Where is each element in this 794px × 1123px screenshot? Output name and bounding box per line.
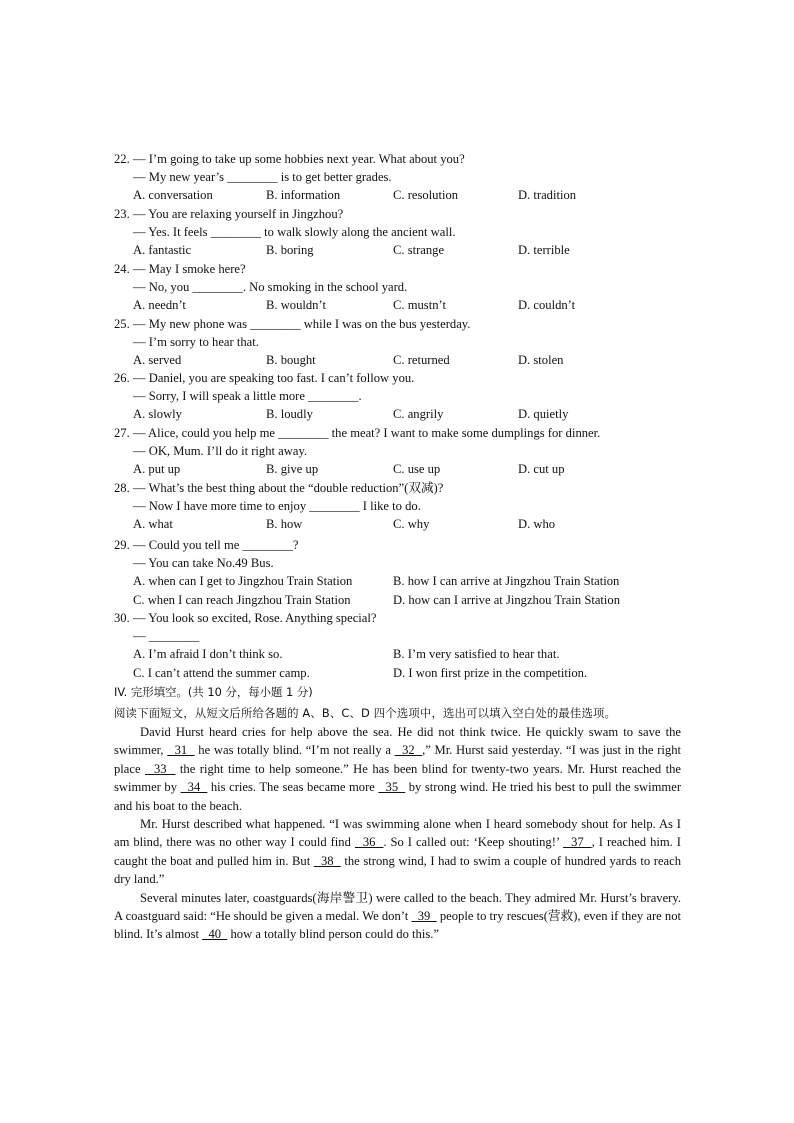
- question-prompt: [114, 205, 684, 223]
- option-c[interactable]: C. I can’t attend the summer camp.: [133, 665, 310, 680]
- question-number: 30.: [114, 611, 130, 625]
- option-a[interactable]: A. slowly: [133, 407, 182, 422]
- question-22: [114, 150, 684, 205]
- dialogue-line: — What’s the best thing about the “double reduction”(双减)?: [133, 481, 444, 495]
- dialogue-line: — Alice, could you help me ________ the meat? I want to make some dumplings for dinner.: [133, 426, 601, 440]
- question-response: [114, 442, 684, 460]
- option-b[interactable]: B. how I can arrive at Jingzhou Train Station: [393, 574, 620, 589]
- dialogue-line: — I’m sorry to hear that.: [133, 335, 259, 350]
- options-row: [114, 405, 684, 423]
- option-a[interactable]: A. when can I get to Jingzhou Train Station: [133, 574, 353, 589]
- option-d[interactable]: D. quietly: [518, 407, 569, 422]
- question-prompt: [114, 536, 684, 554]
- dialogue-line: — OK, Mum. I’ll do it right away.: [133, 444, 308, 459]
- cloze-blank-34[interactable]: 34: [180, 780, 208, 795]
- question-prompt: [114, 260, 684, 278]
- cloze-blank-37[interactable]: 37: [563, 835, 592, 850]
- question-prompt: [114, 150, 684, 168]
- option-b[interactable]: B. loudly: [266, 407, 313, 422]
- option-c[interactable]: C. angrily: [393, 407, 444, 422]
- options-row: [114, 241, 684, 259]
- option-d[interactable]: D. who: [518, 517, 556, 532]
- option-b[interactable]: B. give up: [266, 462, 319, 477]
- question-response: [114, 627, 684, 645]
- options-row: [114, 296, 684, 314]
- question-response: [114, 223, 684, 241]
- option-b[interactable]: B. boring: [266, 243, 314, 258]
- options-row: [114, 186, 684, 204]
- option-c[interactable]: C. returned: [393, 353, 450, 368]
- question-prompt: [114, 424, 684, 442]
- cloze-blank-33[interactable]: 33: [145, 761, 176, 776]
- section-heading: IV. 完形填空。(共 10 分，每小题 1 分): [114, 685, 313, 699]
- options-row: [114, 515, 684, 533]
- dialogue-line: — No, you ________. No smoking in the school yard.: [133, 280, 408, 295]
- dialogue-line: — Yes. It feels ________ to walk slowly along the ancient wall.: [133, 225, 456, 240]
- question-response: [114, 554, 684, 572]
- cloze-blank-31[interactable]: 31: [167, 743, 195, 758]
- option-b[interactable]: B. bought: [266, 353, 316, 368]
- dialogue-line: — My new year’s ________ is to get better grades.: [133, 170, 392, 185]
- option-b[interactable]: B. I’m very satisfied to hear that.: [393, 647, 560, 662]
- question-prompt: [114, 369, 684, 387]
- option-b[interactable]: B. how: [266, 517, 303, 532]
- question-number: 27.: [114, 426, 130, 440]
- question-number: 29.: [114, 538, 130, 552]
- option-d[interactable]: D. I won first prize in the competition.: [393, 665, 588, 680]
- question-29: [114, 536, 684, 609]
- option-a[interactable]: A. I’m afraid I don’t think so.: [133, 647, 283, 662]
- question-number: 25.: [114, 317, 130, 331]
- passage-paragraph: David Hurst heard cries for help above the sea. He did not think twice. He quickly swam to save the swimmer, 31 he was totally blind. “I’m not really a 32 ,” Mr. Hurst said yesterday. “I was just in the right place 33 the right time to help someone.” He has been blind for twenty-two years. Mr. Hurst reached the swimmer by 34 his cries. The seas became more 35 by strong wind. He tried his best to pull the swimmer and his boat to the beach.: [114, 725, 682, 813]
- options-row: [114, 572, 684, 590]
- option-a[interactable]: A. what: [133, 517, 173, 532]
- question-26: [114, 369, 684, 424]
- passage-paragraph: Several minutes later, coastguards(海岸警卫) were called to the beach. They admired Mr. Hurst’s bravery. A coastguard said: “He should be given a medal. We don’t 39 people to try rescues(营救), even if they are not blind. It’s almost 40 how a totally blind person could do this.”: [114, 890, 682, 942]
- option-c[interactable]: C. mustn’t: [393, 298, 446, 313]
- question-23: [114, 205, 684, 260]
- option-b[interactable]: B. wouldn’t: [266, 298, 326, 313]
- option-d[interactable]: D. terrible: [518, 243, 570, 258]
- cloze-blank-39[interactable]: 39: [411, 909, 437, 924]
- dialogue-line: — You look so excited, Rose. Anything special?: [133, 611, 377, 625]
- cloze-blank-32[interactable]: 32: [394, 743, 423, 758]
- option-d[interactable]: D. stolen: [518, 353, 564, 368]
- option-c[interactable]: C. when I can reach Jingzhou Train Station: [133, 592, 351, 607]
- question-response: [114, 333, 684, 351]
- question-25: [114, 315, 684, 370]
- cloze-blank-40[interactable]: 40: [202, 927, 228, 942]
- option-d[interactable]: D. tradition: [518, 188, 577, 203]
- dialogue-line: — You are relaxing yourself in Jingzhou?: [133, 207, 344, 221]
- option-a[interactable]: A. fantastic: [133, 243, 192, 258]
- dialogue-line: — My new phone was ________ while I was on the bus yesterday.: [133, 317, 471, 331]
- dialogue-line: — Sorry, I will speak a little more ________.: [133, 389, 362, 404]
- option-a[interactable]: A. needn’t: [133, 298, 186, 313]
- question-prompt: [114, 315, 684, 333]
- cloze-blank-36[interactable]: 36: [354, 835, 384, 850]
- options-row: [114, 460, 684, 478]
- question-prompt: [114, 479, 684, 497]
- question-number: 22.: [114, 152, 130, 166]
- option-d[interactable]: D. couldn’t: [518, 298, 576, 313]
- option-a[interactable]: A. put up: [133, 462, 181, 477]
- cloze-blank-38[interactable]: 38: [313, 853, 341, 868]
- question-response: [114, 497, 684, 515]
- dialogue-line: — May I smoke here?: [133, 262, 246, 276]
- question-28: [114, 479, 684, 534]
- option-a[interactable]: A. conversation: [133, 188, 213, 203]
- option-c[interactable]: C. resolution: [393, 188, 459, 203]
- option-d[interactable]: D. how can I arrive at Jingzhou Train Station: [393, 592, 621, 607]
- option-c[interactable]: C. use up: [393, 462, 441, 477]
- question-response: [114, 387, 684, 405]
- question-number: 28.: [114, 481, 130, 495]
- question-number: 26.: [114, 371, 130, 385]
- question-prompt: [114, 609, 684, 627]
- question-24: [114, 260, 684, 315]
- dialogue-line: — You can take No.49 Bus.: [133, 556, 274, 571]
- option-b[interactable]: B. information: [266, 188, 341, 203]
- dialogue-line: — ________: [133, 629, 200, 644]
- cloze-passage: [114, 723, 681, 944]
- option-c[interactable]: C. strange: [393, 243, 445, 258]
- question-number: 23.: [114, 207, 130, 221]
- options-row: [114, 664, 684, 682]
- options-row: [114, 351, 684, 369]
- option-a[interactable]: A. served: [133, 353, 182, 368]
- question-27: [114, 424, 684, 479]
- question-response: [114, 278, 684, 296]
- options-row: [114, 591, 684, 609]
- question-response: [114, 168, 684, 186]
- cloze-blank-35[interactable]: 35: [378, 780, 406, 795]
- options-row: [114, 645, 684, 663]
- section-instruction: 阅读下面短文，从短文后所给各题的 A、B、C、D 四个选项中，选出可以填入空白处的最佳选项。: [114, 706, 617, 720]
- option-d[interactable]: D. cut up: [518, 462, 565, 477]
- dialogue-line: — I’m going to take up some hobbies next year. What about you?: [133, 152, 465, 166]
- dialogue-line: — Now I have more time to enjoy ________ I like to do.: [133, 499, 421, 514]
- dialogue-line: — Daniel, you are speaking too fast. I can’t follow you.: [133, 371, 415, 385]
- dialogue-line: — Could you tell me ________?: [133, 538, 299, 552]
- question-number: 24.: [114, 262, 130, 276]
- passage-paragraph: Mr. Hurst described what happened. “I was swimming alone when I heard somebody shout for help. As I am blind, there was no other way I could find 36 . So I called out: ‘Keep shouting!’ 37 , I reached him. I caught the boat and pulled him in. But 38 the strong wind, I had to swim a couple of hundred yards to reach dry land.”: [114, 817, 682, 887]
- option-c[interactable]: C. why: [393, 517, 430, 532]
- question-30: [114, 609, 684, 682]
